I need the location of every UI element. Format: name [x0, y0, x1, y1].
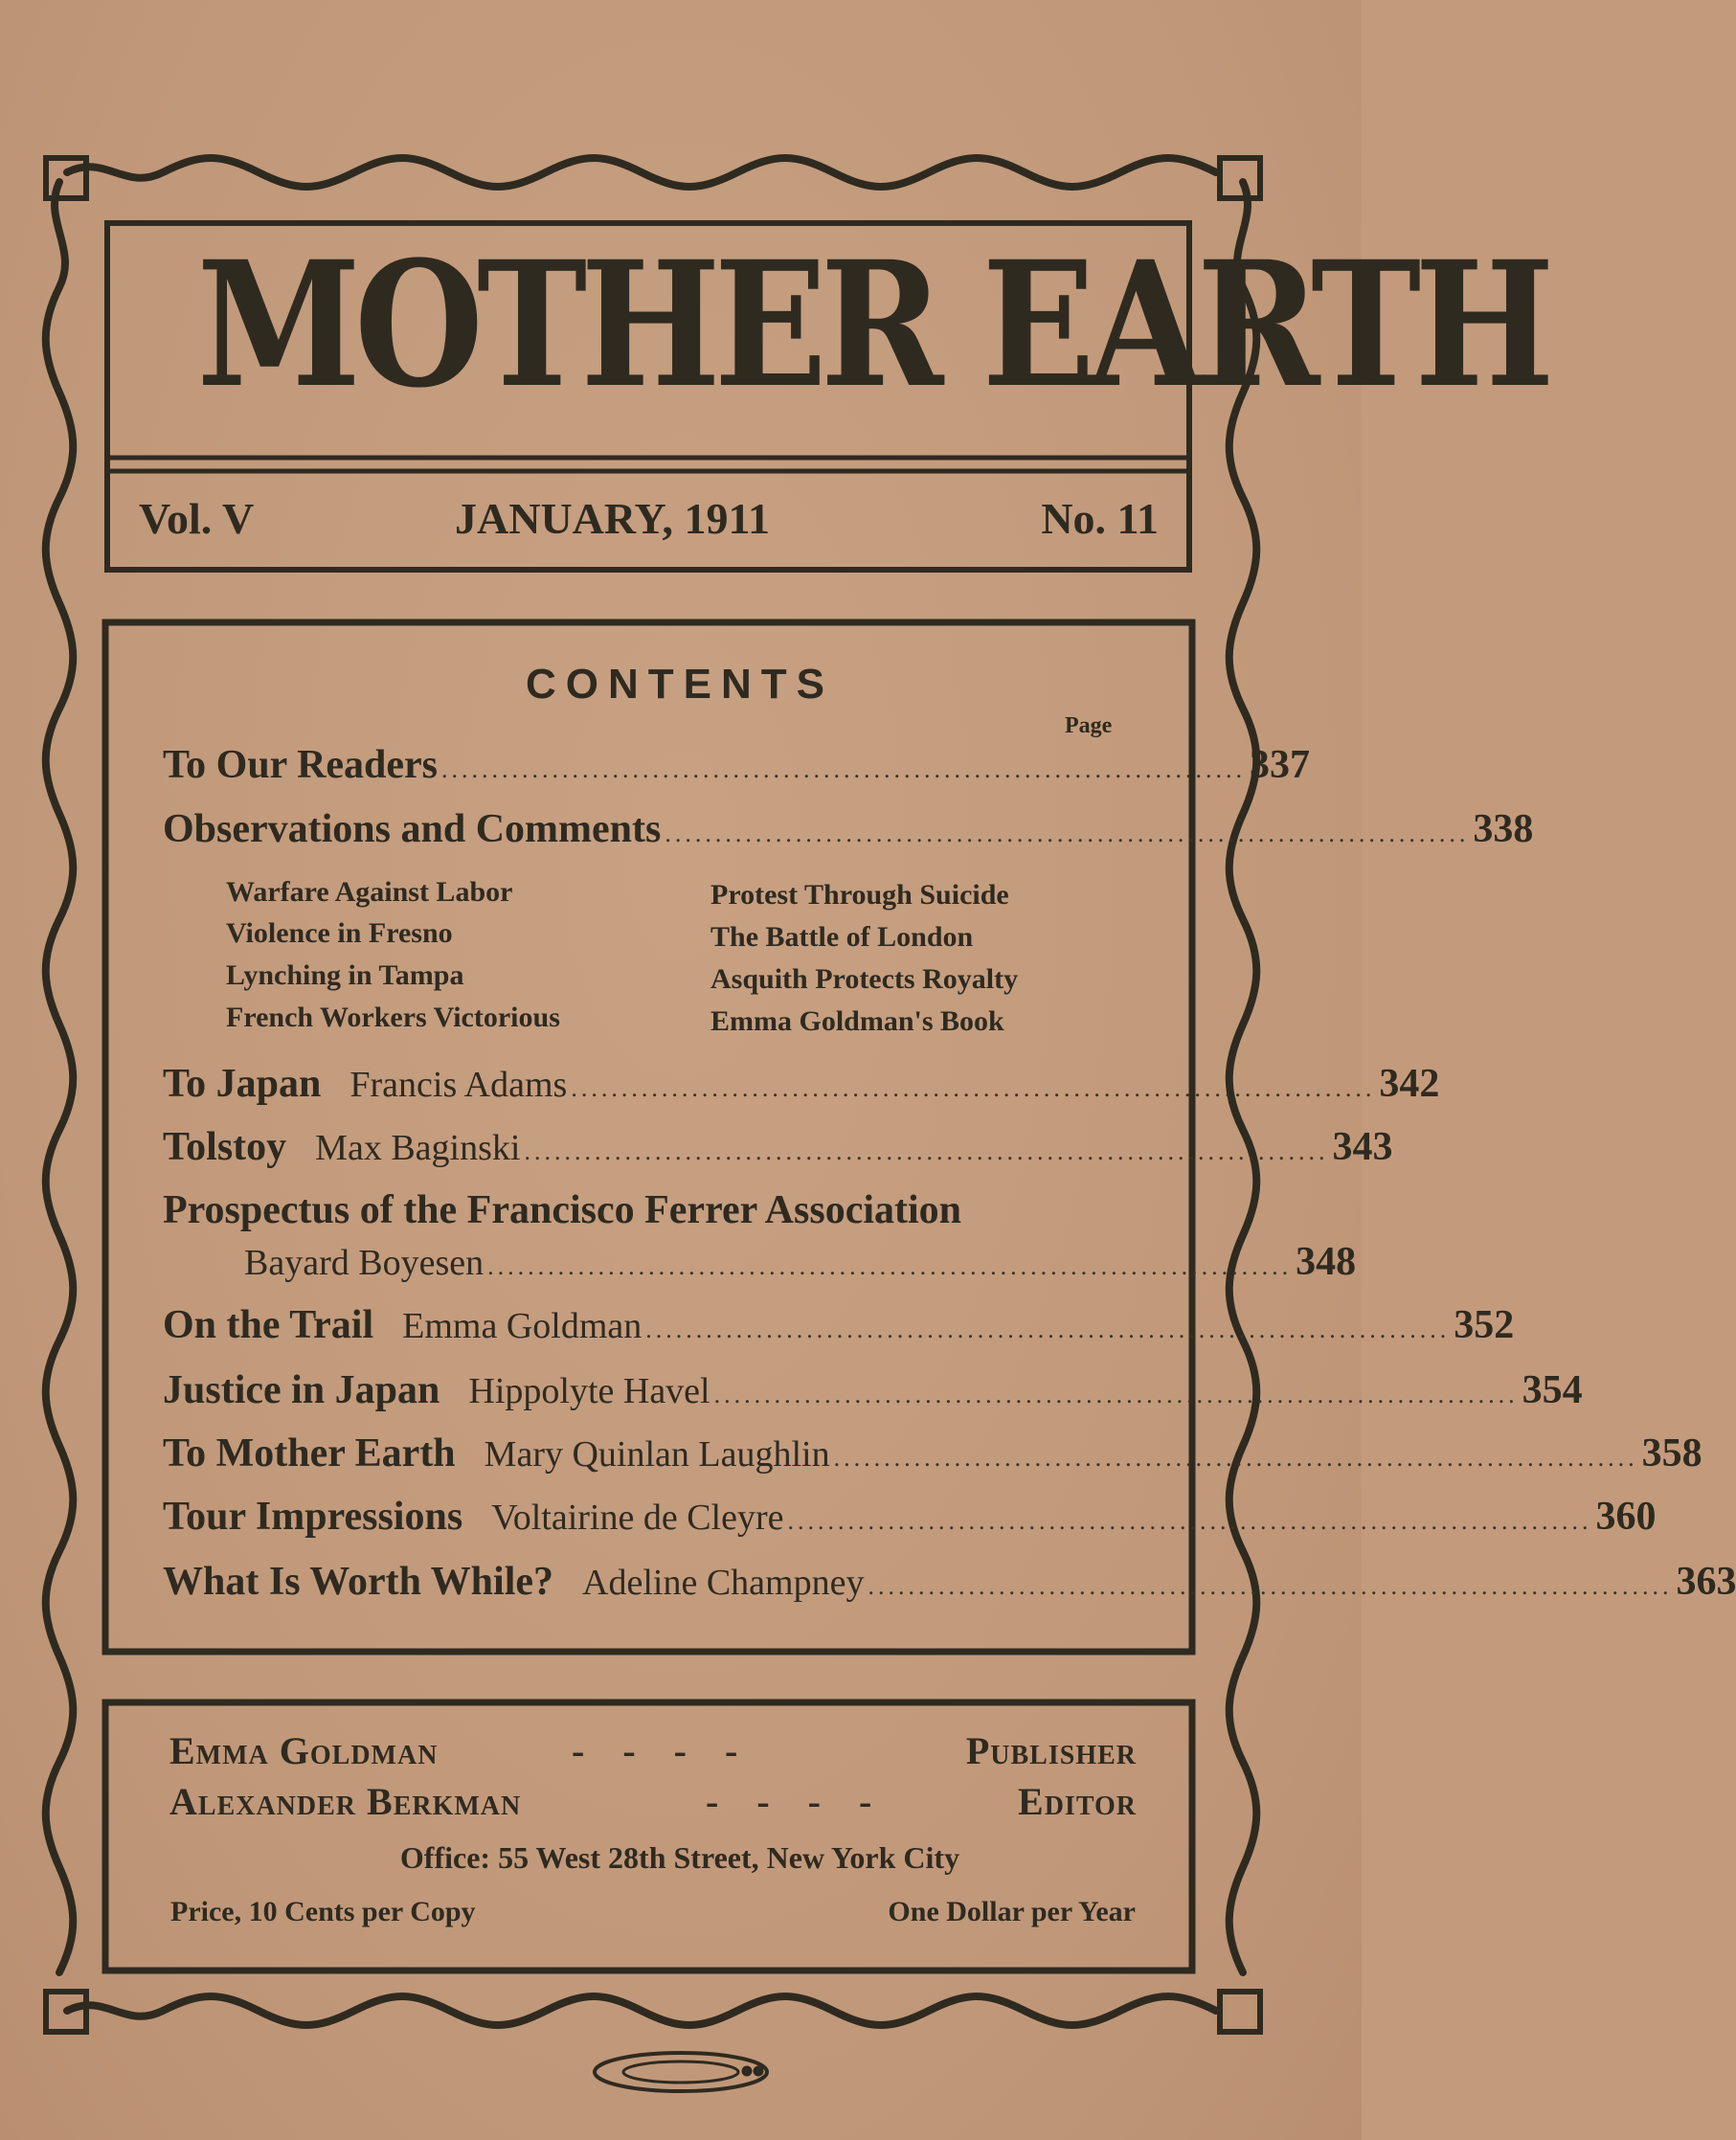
dot-leader: ................................................................................	[868, 1572, 1673, 1600]
toc-entry	[163, 1494, 1657, 1540]
dot-leader: ................................................................................	[487, 1252, 1293, 1280]
publisher-role: Publisher	[965, 1729, 1137, 1772]
dot-leader: ................................................................................	[665, 820, 1470, 847]
subtopic: French Workers Victorious	[226, 1002, 560, 1033]
dot-leader: ................................................................................	[441, 755, 1247, 783]
toc-page: 358	[1641, 1431, 1702, 1475]
toc-author: Voltairine de Cleyre	[491, 1498, 784, 1538]
toc-entry	[163, 806, 1534, 852]
dash-leader: - - - -	[572, 1729, 738, 1772]
toc-author: Bayard Boyesen	[244, 1243, 485, 1283]
toc-entry	[163, 1430, 1702, 1476]
issue-info	[139, 493, 1159, 551]
toc-page: 337	[1250, 743, 1311, 787]
price-per-copy: Price, 10 Cents per Copy	[170, 1896, 476, 1927]
toc-page: 343	[1332, 1125, 1393, 1169]
toc-title: To Mother Earth	[163, 1431, 456, 1475]
dot-leader: ................................................................................	[713, 1381, 1519, 1408]
editor-role: Editor	[1018, 1780, 1137, 1823]
toc-entry-continuation	[244, 1239, 1357, 1285]
subtopic: Emma Goldman's Book	[710, 1005, 1004, 1037]
toc-title: To Japan	[163, 1062, 322, 1106]
toc-author: Emma Goldman	[402, 1306, 643, 1346]
dot-leader: ................................................................................	[571, 1074, 1376, 1102]
toc-author: Hippolyte Havel	[468, 1371, 710, 1411]
toc-title: Tolstoy	[163, 1125, 287, 1169]
toc-author: Francis Adams	[349, 1065, 568, 1105]
page-column-label: Page	[1065, 713, 1113, 738]
toc-author: Max Baginski	[315, 1128, 521, 1168]
editor-line	[169, 1779, 1137, 1825]
toc-entry	[163, 1061, 1440, 1107]
toc-page: 348	[1296, 1240, 1357, 1284]
union-label-icon	[595, 2053, 767, 2091]
toc-page: 363	[1676, 1560, 1736, 1604]
toc-title: To Our Readers	[163, 743, 439, 787]
editor-name: Alexander Berkman	[169, 1780, 522, 1823]
subtopic: Protest Through Suicide	[710, 879, 1009, 911]
subtopic: Lynching in Tampa	[226, 959, 464, 991]
toc-entry	[163, 1124, 1393, 1170]
subtopic: Warfare Against Labor	[226, 876, 513, 908]
toc-title: What Is Worth While?	[163, 1560, 554, 1604]
subtopic: Violence in Fresno	[226, 917, 453, 949]
subtopic: The Battle of London	[710, 921, 974, 953]
price-per-year: One Dollar per Year	[888, 1896, 1136, 1927]
toc-entry	[163, 1559, 1736, 1605]
toc-page: 342	[1379, 1062, 1440, 1106]
toc-entry	[163, 742, 1311, 788]
subtopic: Asquith Protects Royalty	[710, 963, 1019, 995]
toc-author: Adeline Champney	[582, 1563, 865, 1603]
toc-entry	[163, 1367, 1583, 1413]
dot-leader: ................................................................................	[787, 1507, 1592, 1535]
volume-label: Vol. V	[139, 494, 255, 543]
publisher-line	[169, 1728, 1137, 1774]
issue-number: No. 11	[1041, 494, 1159, 543]
dash-leader: - - - -	[706, 1780, 872, 1823]
contents-heading: CONTENTS	[526, 661, 834, 708]
toc-title: On the Trail	[163, 1303, 374, 1347]
publisher-name: Emma Goldman	[169, 1729, 439, 1772]
toc-title: Justice in Japan	[163, 1368, 440, 1412]
dot-leader: ................................................................................	[524, 1138, 1329, 1165]
toc-entry	[163, 1302, 1515, 1348]
issue-date: JANUARY, 1911	[455, 494, 770, 543]
dot-leader: ................................................................................	[833, 1444, 1638, 1472]
toc-title: Observations and Comments	[163, 807, 662, 851]
toc-page: 352	[1454, 1303, 1515, 1347]
toc-title: Prospectus of the Francisco Ferrer Association	[163, 1188, 962, 1232]
office-address: Office: 55 West 28th Street, New York City	[399, 1840, 960, 1875]
dot-leader: ................................................................................	[645, 1316, 1451, 1343]
magazine-title: MOTHER EARTH	[196, 224, 1548, 426]
toc-title: Tour Impressions	[163, 1495, 463, 1539]
toc-author: Mary Quinlan Laughlin	[484, 1434, 830, 1475]
toc-page: 360	[1595, 1495, 1657, 1539]
toc-page: 354	[1522, 1368, 1583, 1412]
toc-entry	[163, 1187, 1134, 1233]
toc-page: 338	[1473, 807, 1534, 851]
